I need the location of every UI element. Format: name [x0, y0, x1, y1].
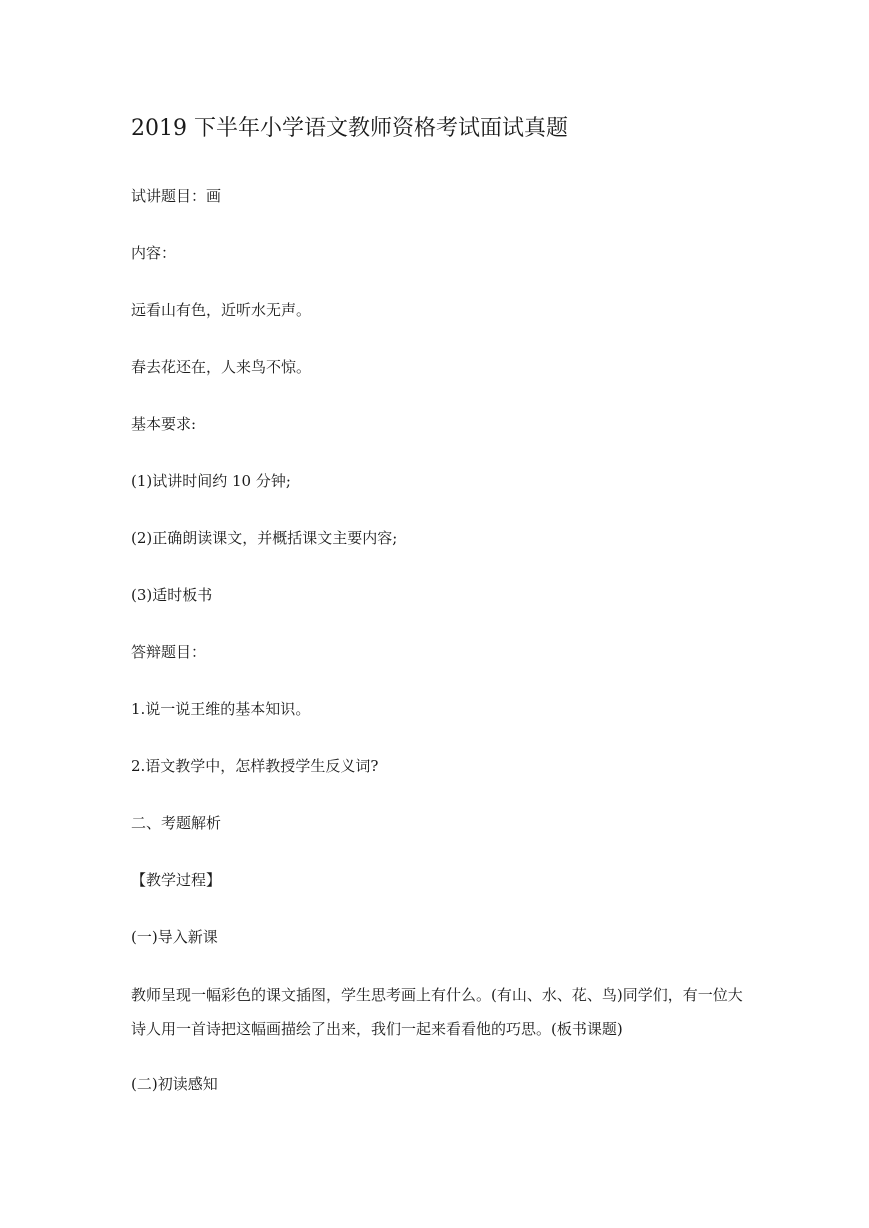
- content-label: 内容：: [131, 244, 177, 262]
- document-title: 2019 下半年小学语文教师资格考试面试真题: [131, 116, 568, 141]
- teaching-process-heading: 【教学过程】: [131, 871, 222, 889]
- step-1-paragraph: 教师呈现一幅彩色的课文插图，学生思考画上有什么。(有山、水、花、鸟)同学们，有一位大诗人用一首诗把这幅画描绘了出来，我们一起来看看他的巧思。(板书课题): [131, 986, 743, 1038]
- requirement-3: (3)适时板书: [131, 586, 213, 604]
- section-heading: 二、考题解析: [131, 814, 222, 832]
- poem-line-2: 春去花还在，人来鸟不惊。: [131, 358, 312, 376]
- question-1: 1.说一说王维的基本知识。: [131, 700, 311, 718]
- requirement-2: (2)正确朗读课文，并概括课文主要内容;: [131, 529, 398, 547]
- poem-line-1: 远看山有色，近听水无声。: [131, 301, 312, 319]
- step-1-heading: (一)导入新课: [131, 928, 218, 946]
- question-2: 2.语文教学中，怎样教授学生反义词?: [131, 757, 379, 775]
- requirement-1: (1)试讲时间约 10 分钟;: [131, 472, 291, 490]
- defense-label: 答辩题目：: [131, 643, 207, 661]
- step-2-heading: (二)初读感知: [131, 1075, 218, 1093]
- topic-line: 试讲题目：画: [131, 187, 222, 205]
- requirements-label: 基本要求:: [131, 415, 197, 433]
